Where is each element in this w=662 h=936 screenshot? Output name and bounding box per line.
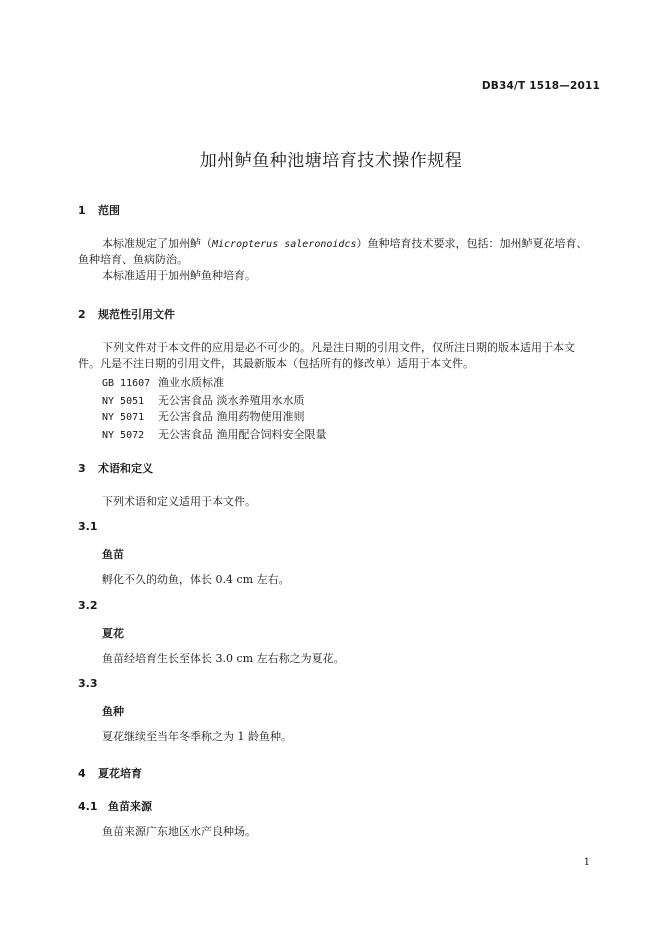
scope-text: 本标准规定了加州鲈（ — [102, 237, 212, 250]
section-title: 术语和定义 — [98, 462, 153, 475]
reference-title: 无公害食品 渔用药物使用准则 — [158, 410, 305, 423]
subsection-text: 鱼苗来源广东地区水产良种场。 — [102, 825, 256, 838]
reference-item — [102, 426, 327, 442]
scope-paragraph-line1 — [102, 236, 588, 253]
reference-title: 无公害食品 渔用配合饲料安全限量 — [158, 428, 327, 441]
term-definition: 孵化不久的幼鱼，体长 0.4 cm 左右。 — [102, 573, 290, 586]
latin-name: Micropterus saleronoidcs — [212, 239, 357, 250]
term-name: 夏花 — [102, 627, 124, 640]
reference-item — [102, 392, 305, 408]
section-title: 夏花培育 — [98, 767, 142, 780]
reference-code: NY 5071 — [102, 412, 145, 423]
document-number: DB34/T 1518—2011 — [481, 80, 600, 92]
section-title: 规范性引用文件 — [98, 308, 175, 321]
term-number: 3.2 — [78, 599, 98, 612]
reference-code: NY 5072 — [102, 430, 145, 441]
normative-paragraph-line2: 件。凡是不注日期的引用文件，其最新版本（包括所有的修改单）适用于本文件。 — [78, 357, 474, 370]
reference-title: 无公害食品 淡水养殖用水水质 — [158, 394, 305, 407]
section-title: 范围 — [98, 204, 120, 217]
terms-intro: 下列术语和定义适用于本文件。 — [102, 495, 256, 508]
term-definition: 夏花继续至当年冬季称之为 1 龄鱼种。 — [102, 730, 292, 743]
page-number: 1 — [583, 857, 590, 868]
subsection-title: 鱼苗来源 — [108, 800, 152, 813]
section-4-heading — [78, 765, 142, 781]
term-name: 鱼种 — [102, 705, 124, 718]
section-3-heading — [78, 460, 153, 476]
reference-item — [102, 374, 224, 390]
term-name: 鱼苗 — [102, 548, 124, 561]
section-1-heading — [78, 202, 120, 218]
subsection-number: 4.1 — [78, 800, 98, 813]
scope-applicability: 本标准适用于加州鲈鱼种培育。 — [102, 269, 256, 282]
normative-paragraph-line1: 下列文件对于本文件的应用是必不可少的。凡是注日期的引用文件，仅所注日期的版本适用于本文 — [102, 341, 575, 354]
section-number: 2 — [78, 308, 86, 321]
page-title: 加州鲈鱼种池塘培育技术操作规程 — [199, 151, 463, 171]
reference-code: GB 11607 — [102, 378, 151, 389]
reference-code: NY 5051 — [102, 396, 145, 407]
reference-item — [102, 408, 305, 424]
scope-text: ）鱼种培育技术要求，包括：加州鲈夏花培育、 — [356, 237, 588, 250]
term-definition: 鱼苗经培育生长至体长 3.0 cm 左右称之为夏花。 — [102, 652, 345, 665]
subsection-4-1-heading — [78, 798, 152, 814]
section-number: 1 — [78, 204, 86, 217]
scope-paragraph-line2: 鱼种培育、鱼病防治。 — [78, 253, 188, 266]
term-number: 3.3 — [78, 677, 98, 690]
reference-title: 渔业水质标准 — [158, 376, 224, 389]
section-number: 4 — [78, 767, 86, 780]
section-2-heading — [78, 306, 175, 322]
term-number: 3.1 — [78, 520, 98, 533]
section-number: 3 — [78, 462, 86, 475]
